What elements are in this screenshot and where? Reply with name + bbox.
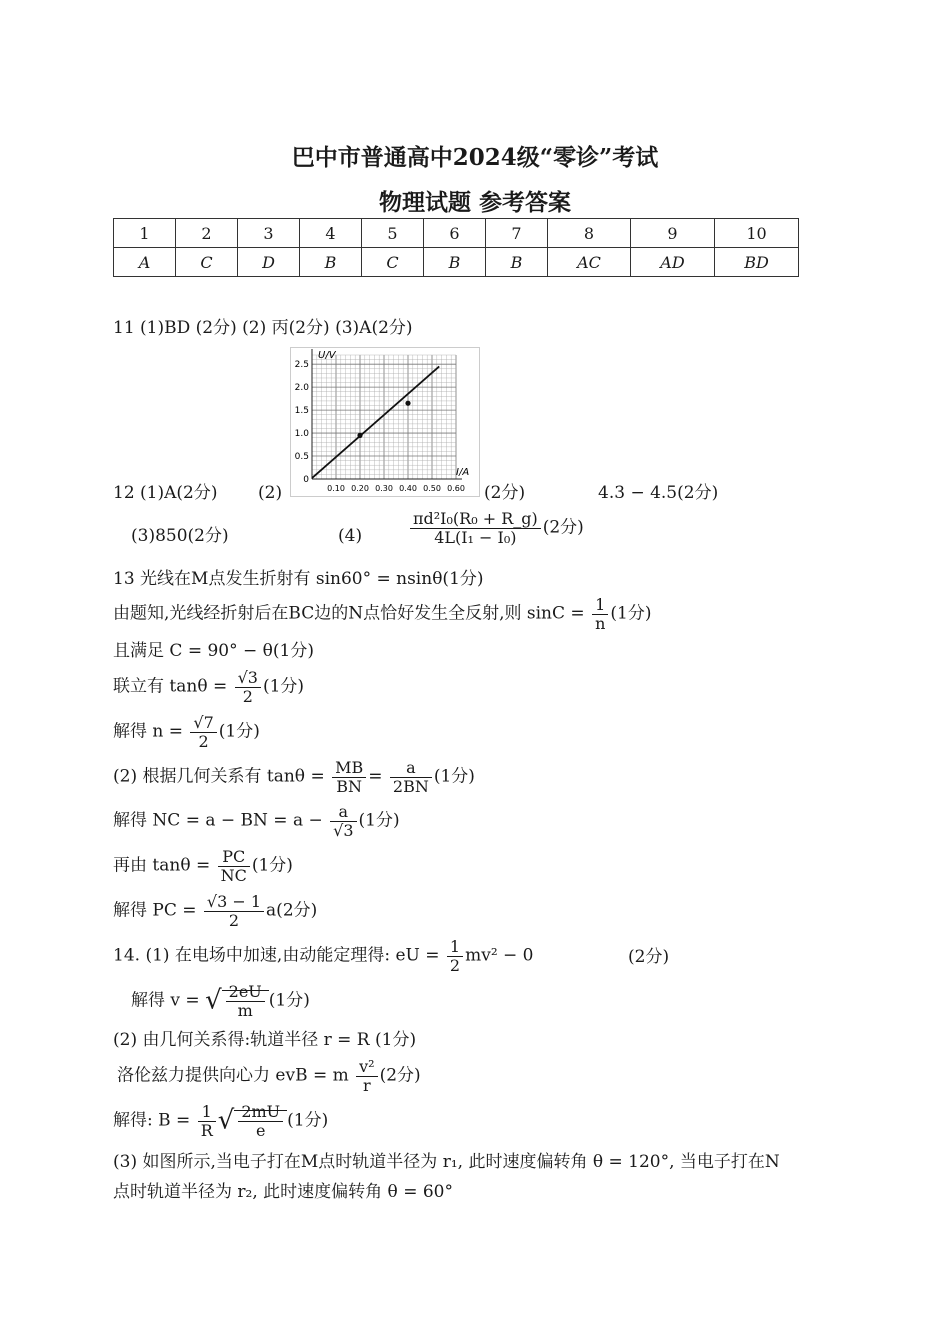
answer-cell: C xyxy=(176,248,238,277)
x-tick-label: 0.10 xyxy=(327,484,345,493)
text: (2) 根据几何关系有 tanθ = xyxy=(113,766,325,787)
numerator: √3 xyxy=(235,669,261,688)
score: (1分) xyxy=(287,1110,329,1131)
x-tick-label: 0.20 xyxy=(351,484,369,493)
text: 解得 n = xyxy=(113,721,184,742)
question-number: 9 xyxy=(631,219,715,248)
question-number: 3 xyxy=(238,219,300,248)
score: (1分) xyxy=(262,676,305,697)
answer-cell: A xyxy=(114,248,176,277)
question-number: 10 xyxy=(715,219,799,248)
x-tick-label: 0.60 xyxy=(447,484,465,493)
question-number: 6 xyxy=(424,219,486,248)
q13-line6 xyxy=(113,759,475,795)
answer-cell: B xyxy=(424,248,486,277)
q14-line5 xyxy=(113,1103,328,1139)
numerator: MB xyxy=(332,759,366,778)
score: (1分) xyxy=(251,855,293,876)
numerator: √3 − 1 xyxy=(204,893,264,912)
fraction xyxy=(226,983,265,1019)
answer-cell: BD xyxy=(715,248,799,277)
numerator: v² xyxy=(356,1058,377,1077)
fraction xyxy=(356,1058,377,1094)
x-tick-label: 0.50 xyxy=(423,484,441,493)
denominator: 2BN xyxy=(392,776,429,796)
text: 联立有 tanθ = xyxy=(113,676,228,697)
q12-part2-score: (2分) xyxy=(484,483,526,503)
q14-line3: (2) 由几何关系得:轨道半径 r = R (1分) xyxy=(113,1030,417,1050)
fraction xyxy=(447,938,463,974)
text: 再由 tanθ = xyxy=(113,855,211,876)
question-number: 1 xyxy=(114,219,176,248)
score: (1分) xyxy=(218,721,260,742)
answer-cell: B xyxy=(300,248,362,277)
denominator: NC xyxy=(220,865,247,885)
q13-line5 xyxy=(113,714,260,750)
text: 由题知,光线经折射后在BC边的N点恰好发生全反射,则 sinC = xyxy=(113,603,585,624)
sqrt-body xyxy=(222,982,269,1020)
equals: = xyxy=(368,766,383,787)
y-tick-label: 2.0 xyxy=(294,383,309,394)
answer-cell: D xyxy=(238,248,300,277)
numerator: a xyxy=(330,803,356,822)
numerator: 2eU xyxy=(226,983,265,1002)
score: (1分) xyxy=(433,766,475,787)
denominator: R xyxy=(200,1120,213,1140)
answer-cell: AC xyxy=(548,248,631,277)
denominator: 2 xyxy=(198,731,209,751)
score: (1分) xyxy=(358,810,400,831)
score: (2分) xyxy=(542,517,584,538)
q12-part2-label: (2) xyxy=(258,483,283,503)
q13-line1: 13 光线在M点发生折射有 sin60° = nsinθ(1分) xyxy=(113,569,484,589)
y-tick-label: 1.0 xyxy=(294,429,309,440)
denominator: 2 xyxy=(228,910,240,930)
fraction xyxy=(235,669,261,705)
numerator: 2mU xyxy=(238,1103,283,1122)
q14-line1-score: (2分) xyxy=(628,947,670,967)
fraction xyxy=(390,759,432,795)
denominator: 2 xyxy=(449,955,461,975)
denominator: n xyxy=(595,613,606,633)
fraction xyxy=(218,848,250,884)
x-axis-label: I/A xyxy=(456,467,470,478)
numerator: 1 xyxy=(447,938,463,957)
numerator: √7 xyxy=(190,714,216,733)
text: 解得 NC = a − BN = a − xyxy=(113,810,323,831)
numerator: 1 xyxy=(198,1103,216,1122)
x-tick-label: 0.40 xyxy=(399,484,417,493)
question-number: 7 xyxy=(486,219,548,248)
fraction xyxy=(204,893,264,929)
data-point xyxy=(357,433,362,438)
score: a(2分) xyxy=(266,900,318,921)
q14-line6: (3) 如图所示,当电子打在M点时轨道半径为 r₁, 此时速度偏转角 θ = 120°, 当电子打在N xyxy=(113,1152,780,1172)
text: mv² − 0 xyxy=(465,945,534,966)
text: 解得 v = xyxy=(131,990,200,1011)
question-number: 4 xyxy=(300,219,362,248)
text: 解得 PC = xyxy=(113,900,197,921)
question-number: 2 xyxy=(176,219,238,248)
denominator: BN xyxy=(336,776,363,796)
q12-part4-label: (4) xyxy=(338,526,363,546)
q14-line2 xyxy=(131,983,310,1019)
answer-cell: AD xyxy=(631,248,715,277)
page-title: 巴中市普通高中2024级“零诊”考试 xyxy=(291,144,659,171)
y-tick-label: 0.5 xyxy=(294,452,309,463)
q13-line9 xyxy=(113,893,317,929)
numerator: PC xyxy=(218,848,250,867)
question-number: 8 xyxy=(548,219,631,248)
question-number: 5 xyxy=(362,219,424,248)
denominator: e xyxy=(256,1120,266,1140)
y-tick-label: 2.5 xyxy=(294,360,309,371)
answer-cell: B xyxy=(486,248,548,277)
q12-part1: 12 (1)A(2分) xyxy=(113,483,218,503)
score: (1分) xyxy=(268,990,310,1011)
q14-line1 xyxy=(113,938,534,974)
y-axis-label: U/V xyxy=(318,350,336,361)
numerator: a xyxy=(390,759,432,778)
answer-table-number-row xyxy=(114,219,799,248)
u-i-graph xyxy=(290,347,480,497)
denominator: r xyxy=(363,1075,371,1095)
q13-line3: 且满足 C = 90° − θ(1分) xyxy=(113,641,314,661)
score: (1分) xyxy=(610,603,652,624)
q13-line4 xyxy=(113,669,304,705)
text: 解得: B = xyxy=(113,1110,191,1131)
q11-answer: 11 (1)BD (2分) (2) 丙(2分) (3)A(2分) xyxy=(113,318,413,338)
sqrt-body xyxy=(234,1102,287,1140)
fraction xyxy=(592,596,608,632)
data-point xyxy=(405,401,410,406)
q12-part2-range: 4.3 − 4.5(2分) xyxy=(598,483,719,503)
sqrt-sign: √ xyxy=(205,985,222,1016)
q14-line4 xyxy=(117,1058,421,1094)
fraction xyxy=(238,1103,283,1139)
denominator: √3 xyxy=(333,820,354,840)
fraction xyxy=(190,714,216,750)
text: 14. (1) 在电场中加速,由动能定理得: eU = xyxy=(113,945,440,966)
denominator: 2 xyxy=(242,686,253,706)
denominator: 4L(I₁ − I₀) xyxy=(434,527,517,547)
denominator: m xyxy=(237,1000,253,1020)
y-tick-label: 0 xyxy=(303,475,309,485)
text: 洛伦兹力提供向心力 evB = m xyxy=(117,1065,349,1086)
score: (2分) xyxy=(379,1065,421,1086)
q13-line8 xyxy=(113,848,293,884)
fraction xyxy=(198,1103,216,1139)
sqrt-sign: √ xyxy=(217,1105,235,1136)
q14-line7: 点时轨道半径为 r₂, 此时速度偏转角 θ = 60° xyxy=(113,1182,453,1202)
x-tick-label: 0.30 xyxy=(375,484,393,493)
answer-cell: C xyxy=(362,248,424,277)
answer-table xyxy=(113,218,799,277)
answer-table-answer-row xyxy=(114,248,799,277)
numerator: πd²I₀(R₀ + R_g) xyxy=(410,510,541,529)
numerator: 1 xyxy=(592,596,608,615)
fraction xyxy=(410,510,541,546)
q13-line2 xyxy=(113,596,651,632)
fraction xyxy=(330,803,356,839)
fraction xyxy=(332,759,366,795)
y-tick-label: 1.5 xyxy=(294,406,309,417)
q13-line7 xyxy=(113,803,400,839)
q12-part4-formula xyxy=(408,510,584,546)
q12-part3: (3)850(2分) xyxy=(131,526,229,546)
page-subtitle: 物理试题 参考答案 xyxy=(378,189,571,216)
